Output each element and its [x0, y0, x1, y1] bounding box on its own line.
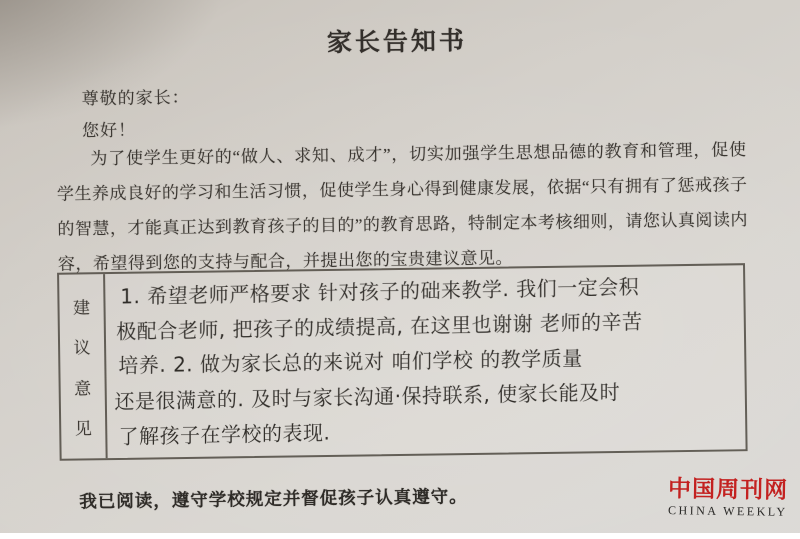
handwriting-line: 极配合老师, 把孩子的成绩提高, 在这里也谢谢 老师的辛苦: [116, 309, 643, 344]
body-line: 为了使学生更好的“做人、求知、成才”，切实加强学生思想品德的教育和管理，促使: [90, 140, 747, 169]
watermark-chinese-text: 中国周刊网: [667, 476, 789, 503]
handwritten-suggestion-area: [106, 264, 744, 460]
suggestion-box: [57, 263, 748, 461]
body-line: 容，希望得到您的支持与配合，并提出您的宝贵建议意见。: [57, 248, 514, 274]
label-char: 议: [73, 338, 91, 358]
handwriting-line: 1. 希望老师严格要求 针对孩子的础来教学. 我们一定会积: [120, 274, 640, 309]
greeting-text: 您好！: [81, 120, 137, 141]
handwriting-line: 了解孩子在学校的表现.: [118, 420, 331, 449]
label-char: 见: [74, 419, 92, 439]
body-paragraph: [56, 132, 748, 282]
watermark-english-text: CHINA WEEKLY: [667, 503, 788, 519]
label-char: 建: [72, 298, 91, 318]
page-title: 家长告知书: [326, 28, 468, 57]
salutation-text: 尊敬的家长：: [81, 87, 190, 109]
handwriting-line: 培养. 2. 做为家长总的来说对 咱们学校 的教学质量: [118, 346, 583, 378]
suggestion-box-vertical-label: [59, 274, 108, 459]
acknowledgement-text: 我已阅读，遵守学校规定并督促孩子认真遵守。: [79, 486, 468, 512]
label-char: 意: [74, 378, 92, 399]
handwriting-line: 还是很满意的. 及时与家长沟通·保持联系, 使家长能及时: [114, 379, 621, 414]
body-line: 的智慧，才能真正达到教育孩子的目的”的教育思路，特制定本考核细则，请您认真阅读内: [57, 210, 749, 239]
watermark-logo: [668, 476, 789, 520]
body-line: 学生养成良好的学习和生活习惯，促使学生身心得到健康发展，依据“只有拥有了惩戒孩子: [56, 175, 748, 204]
